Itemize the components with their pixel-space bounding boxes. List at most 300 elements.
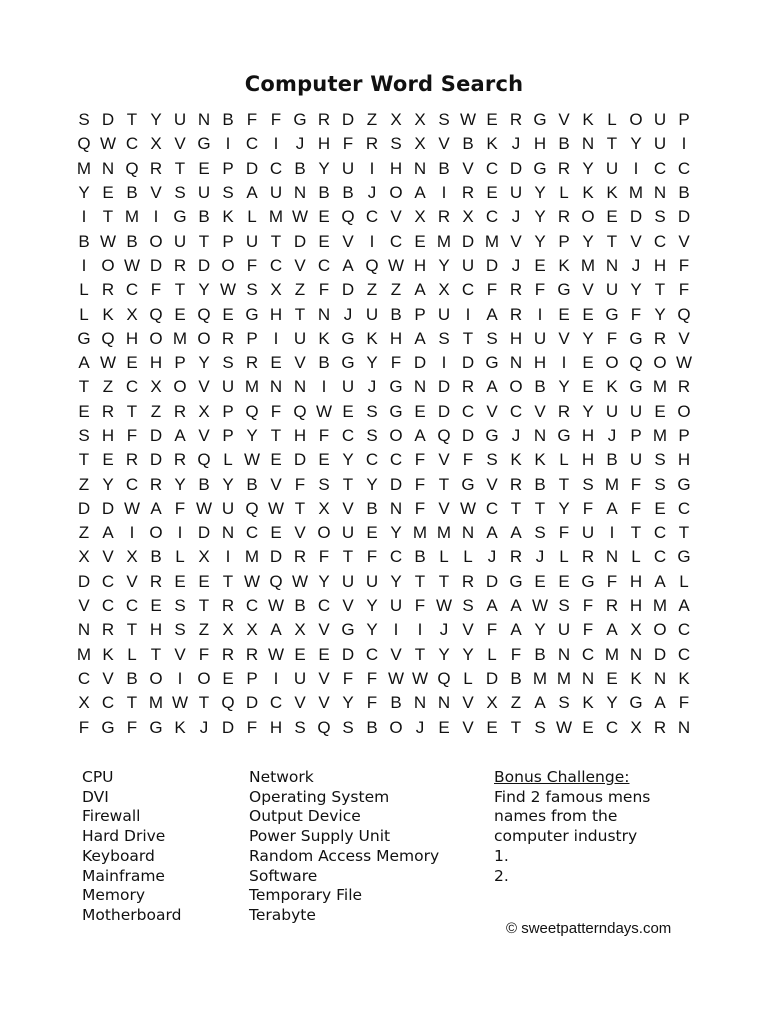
grid-letter: T [150, 644, 162, 664]
grid-letter: B [150, 547, 162, 567]
grid-letter: R [101, 401, 115, 421]
grid-letter: U [557, 620, 571, 640]
grid-letter: S [486, 450, 498, 470]
grid-letter: I [393, 620, 399, 640]
grid-letter: W [267, 644, 285, 664]
grid-letter: O [149, 523, 163, 543]
grid-letter: V [198, 377, 210, 397]
grid-letter: G [533, 158, 547, 178]
grid-letter: N [413, 158, 427, 178]
grid-letter: S [558, 693, 570, 713]
grid-letter: E [366, 523, 378, 543]
grid-letter: C [125, 377, 139, 397]
grid-letter: B [342, 183, 354, 203]
grid-letter: E [102, 183, 114, 203]
grid-letter: F [558, 523, 570, 543]
grid-letter: P [678, 110, 690, 130]
grid-letter: C [125, 474, 139, 494]
grid-letter: X [246, 620, 258, 640]
grid-letter: U [173, 231, 187, 251]
grid-letter: U [605, 280, 619, 300]
grid-letter: G [677, 474, 691, 494]
grid-row [72, 691, 696, 715]
grid-letter: Y [534, 207, 546, 227]
grid-letter: J [199, 717, 209, 737]
grid-letter: I [177, 523, 183, 543]
grid-letter: D [485, 668, 499, 688]
grid-letter: F [414, 450, 426, 470]
grid-letter: M [412, 523, 428, 543]
grid-letter: V [558, 110, 570, 130]
grid-letter: C [605, 717, 619, 737]
grid-letter: V [318, 620, 330, 640]
grid-letter: C [653, 547, 667, 567]
grid-letter: C [509, 401, 523, 421]
grid-letter: F [414, 474, 426, 494]
grid-letter: V [438, 134, 450, 154]
grid-letter: L [463, 668, 473, 688]
grid-letter: C [461, 401, 475, 421]
grid-letter: D [101, 498, 115, 518]
grid-letter: N [581, 134, 595, 154]
grid-letter: S [534, 717, 546, 737]
grid-letter: A [606, 620, 618, 640]
grid-letter: A [414, 328, 426, 348]
grid-letter: M [124, 207, 140, 227]
grid-letter: X [438, 280, 450, 300]
grid-letter: F [366, 547, 378, 567]
grid-letter: S [222, 353, 234, 373]
grid-letter: Y [246, 426, 258, 445]
grid-letter: G [245, 304, 259, 324]
grid-letter: C [461, 280, 475, 300]
grid-letter: V [462, 693, 474, 713]
grid-letter: Q [77, 134, 91, 154]
grid-letter: S [390, 134, 402, 154]
grid-letter: F [126, 717, 138, 737]
grid-letter: T [126, 401, 138, 421]
grid-letter: A [78, 353, 90, 373]
grid-letter: D [149, 255, 163, 275]
grid-letter: V [558, 328, 570, 348]
grid-letter: U [653, 110, 667, 130]
grid-letter: V [342, 498, 354, 518]
grid-letter: H [149, 620, 163, 640]
grid-letter: H [581, 450, 595, 470]
grid-letter: V [318, 693, 330, 713]
grid-letter: D [269, 547, 283, 567]
grid-letter: Y [534, 620, 546, 640]
grid-letter: R [605, 596, 619, 616]
grid-letter: N [101, 158, 115, 178]
grid-letter: T [510, 717, 522, 737]
grid-letter: G [341, 620, 355, 640]
grid-letter: O [149, 328, 163, 348]
grid-letter: I [273, 328, 279, 348]
grid-letter: C [485, 207, 499, 227]
grid-letter: S [582, 474, 594, 494]
bonus-lines [494, 788, 724, 887]
bonus-line: 2. [494, 866, 509, 885]
grid-letter: F [582, 620, 594, 640]
grid-letter: L [607, 110, 617, 130]
grid-letter: E [582, 717, 594, 737]
grid-letter: P [246, 668, 258, 688]
grid-letter: F [318, 426, 330, 445]
grid-letter: R [317, 110, 331, 130]
grid-letter: M [652, 377, 668, 397]
grid-letter: K [318, 328, 330, 348]
grid-row [72, 181, 696, 205]
grid-letter: X [198, 547, 210, 567]
grid-letter: P [174, 353, 186, 373]
grid-letter: T [102, 207, 114, 227]
grid-letter: P [222, 401, 234, 421]
grid-letter: P [414, 304, 426, 324]
grid-letter: V [390, 207, 402, 227]
grid-letter: F [366, 668, 378, 688]
grid-letter: W [123, 255, 141, 275]
grid-letter: G [677, 547, 691, 567]
grid-letter: Y [558, 377, 570, 397]
grid-letter: L [175, 547, 185, 567]
grid-row [72, 715, 696, 739]
grid-letter: M [556, 668, 572, 688]
grid-letter: D [509, 158, 523, 178]
grid-letter: Y [174, 474, 186, 494]
grid-letter: U [365, 304, 379, 324]
grid-letter: T [654, 280, 666, 300]
grid-letter: Y [390, 523, 402, 543]
grid-letter: G [461, 474, 475, 494]
grid-letter: O [221, 255, 235, 275]
grid-letter: S [174, 620, 186, 640]
grid-row [72, 327, 696, 351]
grid-letter: F [318, 280, 330, 300]
grid-letter: Y [630, 280, 642, 300]
grid-letter: R [509, 110, 523, 130]
grid-letter: X [414, 134, 426, 154]
grid-letter: R [461, 571, 475, 591]
grid-letter: Q [197, 304, 211, 324]
grid-letter: J [415, 717, 425, 737]
grid-letter: E [318, 644, 330, 664]
grid-letter: E [654, 401, 666, 421]
grid-letter: O [173, 377, 187, 397]
grid-letter: A [606, 498, 618, 518]
grid-letter: Y [438, 255, 450, 275]
grid-letter: F [606, 571, 618, 591]
grid-letter: W [243, 571, 261, 591]
grid-letter: T [606, 134, 618, 154]
bonus-line: 1. [494, 846, 509, 865]
grid-letter: L [463, 547, 473, 567]
grid-letter: U [509, 183, 523, 203]
grid-letter: X [462, 207, 474, 227]
grid-letter: S [174, 183, 186, 203]
word-list-item: Motherboard [82, 905, 182, 924]
grid-letter: G [557, 426, 571, 445]
grid-letter: V [534, 401, 546, 421]
grid-letter: D [293, 231, 307, 251]
grid-letter: I [465, 304, 471, 324]
grid-letter: G [389, 401, 403, 421]
grid-letter: F [582, 498, 594, 518]
grid-letter: K [582, 110, 594, 130]
grid-letter: Z [366, 280, 378, 300]
grid-letter: Q [293, 401, 307, 421]
grid-letter: U [245, 231, 259, 251]
grid-letter: Z [294, 280, 306, 300]
grid-letter: Q [437, 426, 451, 445]
grid-letter: O [389, 183, 403, 203]
grid-letter: C [581, 644, 595, 664]
grid-letter: E [438, 717, 450, 737]
grid-row [72, 351, 696, 375]
grid-letter: X [318, 498, 330, 518]
grid-letter: G [509, 571, 523, 591]
grid-letter: Z [78, 523, 90, 543]
grid-letter: E [198, 571, 210, 591]
grid-letter: R [245, 644, 259, 664]
grid-letter: A [342, 255, 354, 275]
grid-letter: V [438, 450, 450, 470]
grid-letter: R [149, 474, 163, 494]
grid-letter: S [366, 401, 378, 421]
grid-letter: X [414, 110, 426, 130]
word-list-item: Output Device [249, 807, 361, 826]
grid-letter: B [606, 450, 618, 470]
grid-letter: G [629, 328, 643, 348]
grid-letter: U [221, 498, 235, 518]
grid-letter: W [99, 231, 117, 251]
grid-letter: L [487, 644, 497, 664]
grid-letter: P [222, 426, 234, 445]
grid-letter: U [221, 377, 235, 397]
grid-letter: D [293, 450, 307, 470]
grid-letter: H [293, 426, 307, 445]
grid-letter: J [511, 426, 521, 445]
grid-letter: E [606, 207, 618, 227]
grid-letter: I [321, 377, 327, 397]
grid-letter: H [269, 304, 283, 324]
grid-letter: E [270, 353, 282, 373]
grid-letter: Y [558, 498, 570, 518]
grid-letter: D [389, 474, 403, 494]
grid-letter: M [172, 328, 188, 348]
grid-letter: I [561, 353, 567, 373]
page-title: Computer Word Search [244, 72, 524, 96]
grid-letter: M [628, 183, 644, 203]
grid-letter: A [246, 183, 258, 203]
grid-letter: I [537, 304, 543, 324]
grid-letter: Y [198, 280, 210, 300]
grid-letter: C [389, 450, 403, 470]
grid-letter: W [531, 596, 549, 616]
grid-letter: C [125, 134, 139, 154]
grid-letter: S [246, 280, 258, 300]
grid-letter: V [102, 547, 114, 567]
grid-letter: V [150, 183, 162, 203]
grid-letter: N [653, 668, 667, 688]
grid-letter: U [581, 523, 595, 543]
grid-letter: M [484, 231, 500, 251]
grid-letter: O [677, 401, 691, 421]
grid-letter: L [559, 450, 569, 470]
grid-letter: C [677, 620, 691, 640]
grid-letter: F [462, 450, 474, 470]
grid-letter: C [653, 231, 667, 251]
grid-letter: J [511, 134, 521, 154]
grid-letter: X [390, 110, 402, 130]
grid-letter: U [341, 377, 355, 397]
grid-letter: Y [366, 353, 378, 373]
grid-letter: J [535, 547, 545, 567]
grid-row [72, 278, 696, 302]
grid-letter: D [341, 280, 355, 300]
grid-letter: F [318, 547, 330, 567]
grid-letter: J [511, 255, 521, 275]
grid-letter: F [606, 328, 618, 348]
grid-letter: S [438, 328, 450, 348]
grid-letter: T [558, 474, 570, 494]
grid-letter: X [630, 717, 642, 737]
grid-letter: K [582, 183, 594, 203]
grid-letter: E [198, 158, 210, 178]
grid-letter: R [557, 158, 571, 178]
grid-letter: V [294, 693, 306, 713]
grid-letter: D [245, 158, 259, 178]
grid-letter: A [534, 693, 546, 713]
grid-letter: C [389, 231, 403, 251]
grid-letter: U [341, 571, 355, 591]
grid-letter: M [244, 377, 260, 397]
grid-letter: W [291, 207, 309, 227]
grid-letter: X [150, 134, 162, 154]
grid-letter: Y [198, 353, 210, 373]
grid-letter: N [197, 110, 211, 130]
grid-letter: M [148, 693, 164, 713]
grid-letter: D [437, 377, 451, 397]
grid-letter: E [486, 717, 498, 737]
grid-letter: O [149, 668, 163, 688]
grid-letter: T [174, 280, 186, 300]
grid-letter: N [389, 498, 403, 518]
grid-letter: F [246, 717, 258, 737]
grid-letter: T [78, 450, 90, 470]
grid-letter: N [437, 693, 451, 713]
grid-letter: R [149, 571, 163, 591]
grid-letter: R [581, 547, 595, 567]
grid-letter: E [582, 304, 594, 324]
grid-letter: C [245, 596, 259, 616]
grid-letter: C [125, 280, 139, 300]
grid-letter: D [341, 110, 355, 130]
grid-letter: R [293, 547, 307, 567]
grid-letter: H [269, 717, 283, 737]
grid-letter: T [438, 571, 450, 591]
grid-letter: F [246, 110, 258, 130]
grid-letter: U [437, 304, 451, 324]
grid-letter: B [294, 158, 306, 178]
grid-letter: R [125, 450, 139, 470]
grid-letter: A [678, 596, 690, 616]
grid-letter: R [173, 255, 187, 275]
grid-letter: P [246, 328, 258, 348]
grid-letter: T [606, 231, 618, 251]
grid-letter: Y [582, 401, 594, 421]
grid-letter: R [461, 377, 475, 397]
grid-letter: A [414, 183, 426, 203]
grid-letter: V [294, 523, 306, 543]
grid-letter: F [630, 498, 642, 518]
grid-letter: B [198, 474, 210, 494]
grid-letter: E [102, 450, 114, 470]
grid-letter: D [101, 110, 115, 130]
grid-letter: Q [677, 304, 691, 324]
grid-letter: T [270, 231, 282, 251]
grid-letter: R [509, 547, 523, 567]
grid-letter: N [221, 523, 235, 543]
grid-letter: T [414, 644, 426, 664]
grid-letter: W [387, 255, 405, 275]
grid-letter: A [414, 280, 426, 300]
grid-letter: Y [318, 158, 330, 178]
grid-letter: B [294, 596, 306, 616]
grid-letter: A [510, 523, 522, 543]
grid-letter: H [413, 255, 427, 275]
grid-row [72, 157, 696, 181]
grid-letter: W [171, 693, 189, 713]
grid-letter: F [198, 644, 210, 664]
grid-letter: Z [366, 110, 378, 130]
grid-letter: W [387, 668, 405, 688]
grid-letter: L [439, 547, 449, 567]
word-list-item: Random Access Memory [249, 846, 440, 865]
grid-letter: J [439, 620, 449, 640]
grid-letter: G [629, 693, 643, 713]
grid-letter: I [369, 158, 375, 178]
grid-letter: C [389, 547, 403, 567]
grid-letter: T [462, 328, 474, 348]
grid-letter: W [675, 353, 693, 373]
grid-letter: F [534, 280, 546, 300]
grid-row [72, 643, 696, 667]
grid-letter: B [198, 207, 210, 227]
grid-letter: T [630, 523, 642, 543]
grid-letter: B [78, 231, 90, 251]
grid-letter: Q [245, 498, 259, 518]
grid-letter: W [267, 596, 285, 616]
grid-letter: G [533, 110, 547, 130]
grid-letter: V [462, 158, 474, 178]
grid-letter: F [342, 134, 354, 154]
grid-letter: J [631, 255, 641, 275]
grid-letter: J [367, 183, 377, 203]
grid-letter: W [411, 668, 429, 688]
word-list-item: DVI [82, 787, 109, 806]
grid-letter: V [678, 328, 690, 348]
grid-letter: O [509, 377, 523, 397]
grid-letter: N [557, 644, 571, 664]
grid-letter: R [173, 401, 187, 421]
word-list-item: Operating System [249, 787, 390, 806]
grid-letter: S [78, 110, 90, 130]
grid-row [72, 229, 696, 253]
grid-letter: B [390, 304, 402, 324]
grid-letter: D [221, 717, 235, 737]
grid-letter: X [414, 207, 426, 227]
